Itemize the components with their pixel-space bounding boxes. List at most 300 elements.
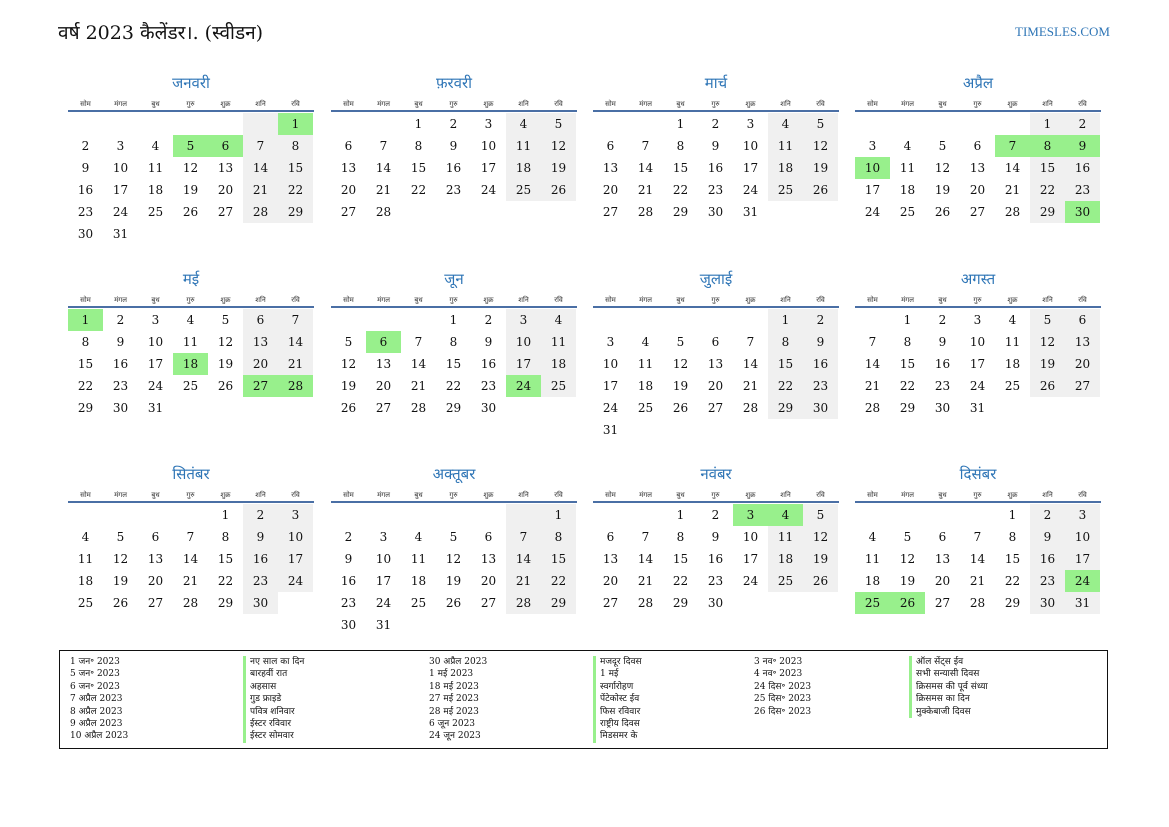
weekday-label: मंगल	[901, 491, 914, 499]
day-cell: 2	[484, 313, 493, 327]
day-cell: 22	[768, 375, 803, 397]
weekday-label: शनि	[780, 100, 791, 108]
holiday-date-column	[754, 656, 811, 718]
empty-cell	[593, 504, 628, 526]
day-cell: 27	[1065, 375, 1100, 397]
day-cell: 22	[899, 379, 916, 393]
empty-cell	[663, 309, 698, 331]
day-cell: 15	[672, 552, 689, 566]
day-cell: 29	[672, 205, 689, 219]
day-cell: 3	[151, 313, 160, 327]
day-cell: 25	[1004, 379, 1021, 393]
day-cell: 9	[344, 552, 353, 566]
empty-cell	[366, 504, 401, 526]
day-cell: 12	[803, 135, 838, 157]
day-cell: 10	[278, 526, 313, 548]
empty-cell	[733, 592, 768, 614]
day-cell: 18	[77, 574, 94, 588]
weekday-label: शुक्र	[483, 100, 494, 108]
holiday-name: ईस्टर सोमवार	[243, 730, 304, 742]
day-cell: 7	[995, 135, 1030, 157]
site-link[interactable]: TIMESLES.COM	[1015, 24, 1110, 39]
month-block	[855, 464, 1101, 614]
holiday-name: फिस रविवार	[593, 706, 642, 718]
day-cell: 1	[221, 508, 230, 522]
day-cell: 13	[217, 161, 234, 175]
month-name: जनवरी	[172, 74, 210, 92]
day-cell: 12	[445, 552, 462, 566]
day-cell: 15	[672, 161, 689, 175]
day-cell: 19	[541, 157, 576, 179]
month-name: सितंबर	[172, 465, 210, 483]
day-cell: 2	[938, 313, 947, 327]
weekday-label: शनि	[1042, 491, 1053, 499]
day-cell: 27	[480, 596, 497, 610]
day-cell: 18	[410, 574, 427, 588]
empty-cell	[506, 614, 541, 636]
weekday-label: शनि	[1042, 296, 1053, 304]
day-cell: 8	[1008, 530, 1017, 544]
holiday-date: 6 जून 2023	[429, 719, 476, 730]
weekday-label: मंगल	[114, 491, 127, 499]
day-cell: 4	[151, 139, 160, 153]
day-cell: 4	[186, 313, 195, 327]
day-cell: 10	[147, 335, 164, 349]
holiday-name: ईस्टर रविवार	[243, 718, 304, 730]
day-cell: 13	[480, 552, 497, 566]
day-cell: 17	[147, 357, 164, 371]
day-cell: 12	[672, 357, 689, 371]
day-grid	[855, 504, 1101, 614]
holiday-date: 10 अप्रैल 2023	[70, 731, 129, 742]
day-grid	[331, 504, 577, 636]
day-cell: 13	[934, 552, 951, 566]
day-cell: 3	[379, 530, 388, 544]
day-cell: 4	[641, 335, 650, 349]
weekday-label: रवि	[816, 491, 825, 499]
day-cell: 5	[116, 530, 125, 544]
weekday-label: शनि	[518, 296, 529, 304]
empty-cell	[890, 113, 925, 135]
day-cell: 23	[707, 574, 724, 588]
empty-cell	[1030, 397, 1065, 419]
day-cell: 26	[182, 205, 199, 219]
day-cell: 30	[934, 401, 951, 415]
weekday-label: बुध	[151, 491, 160, 499]
day-cell: 16	[934, 357, 951, 371]
day-cell: 26	[803, 570, 838, 592]
weekday-label: बुध	[414, 296, 423, 304]
weekday-header	[855, 95, 1101, 112]
weekday-label: गुरु	[711, 100, 720, 108]
day-cell: 25	[77, 596, 94, 610]
day-cell: 19	[112, 574, 129, 588]
day-cell: 16	[243, 548, 278, 570]
empty-cell	[855, 504, 890, 526]
day-cell: 18	[768, 548, 803, 570]
day-cell: 25	[541, 375, 576, 397]
day-cell: 21	[506, 570, 541, 592]
day-cell: 18	[147, 183, 164, 197]
day-cell: 10	[602, 357, 619, 371]
empty-cell	[803, 592, 838, 614]
day-cell: 3	[506, 309, 541, 331]
holiday-date: 7 अप्रैल 2023	[70, 694, 123, 705]
day-cell: 7	[641, 530, 650, 544]
holiday-name: मिडसमर के	[593, 730, 642, 742]
day-cell: 21	[637, 574, 654, 588]
day-cell: 22	[1030, 179, 1065, 201]
day-cell: 18	[506, 157, 541, 179]
day-cell: 28	[1004, 205, 1021, 219]
day-cell: 15	[445, 357, 462, 371]
day-cell: 10	[969, 335, 986, 349]
day-cell: 3	[606, 335, 615, 349]
day-grid	[68, 504, 314, 614]
day-cell: 28	[375, 205, 392, 219]
day-cell: 23	[112, 379, 129, 393]
holiday-date: 9 अप्रैल 2023	[70, 719, 123, 730]
holiday-name: सभी सन्यासी दिवस	[909, 668, 988, 680]
empty-cell	[331, 113, 366, 135]
day-cell: 16	[707, 552, 724, 566]
weekday-header	[855, 486, 1101, 503]
day-cell: 11	[768, 526, 803, 548]
empty-cell	[68, 504, 103, 526]
month-name: जुलाई	[699, 270, 733, 288]
holiday-date: 24 दिस॰ 2023	[754, 681, 812, 692]
day-cell: 13	[340, 161, 357, 175]
day-cell: 11	[147, 161, 164, 175]
day-cell: 20	[147, 574, 164, 588]
day-cell: 28	[410, 401, 427, 415]
empty-cell	[593, 113, 628, 135]
day-cell: 8	[676, 530, 685, 544]
day-cell: 13	[707, 357, 724, 371]
day-cell: 23	[243, 570, 278, 592]
weekday-label: बुध	[676, 491, 685, 499]
day-cell: 6	[938, 530, 947, 544]
day-cell: 11	[410, 552, 427, 566]
empty-cell	[138, 504, 173, 526]
day-cell: 13	[602, 161, 619, 175]
holiday-date: 26 दिस॰ 2023	[754, 706, 812, 717]
empty-cell	[138, 223, 173, 245]
day-cell: 11	[541, 331, 576, 353]
weekday-label: शनि	[255, 296, 266, 304]
day-cell: 3	[868, 139, 877, 153]
day-cell: 21	[637, 183, 654, 197]
day-cell: 21	[375, 183, 392, 197]
day-cell: 29	[541, 592, 576, 614]
weekday-label: सोम	[867, 491, 878, 499]
day-cell: 6	[606, 530, 615, 544]
day-cell: 2	[1030, 504, 1065, 526]
day-cell: 10	[742, 530, 759, 544]
holiday-name: स्वर्गारोहण	[593, 681, 642, 693]
weekday-label: सोम	[605, 100, 616, 108]
day-cell: 11	[768, 135, 803, 157]
day-cell: 18	[899, 183, 916, 197]
day-cell: 17	[742, 161, 759, 175]
day-cell: 27	[707, 401, 724, 415]
weekday-label: गुरु	[449, 100, 458, 108]
empty-cell	[698, 309, 733, 331]
day-cell: 24	[506, 375, 541, 397]
empty-cell	[925, 113, 960, 135]
weekday-label: सोम	[80, 296, 91, 304]
month-block	[331, 269, 577, 419]
day-cell: 8	[278, 135, 313, 157]
day-cell: 28	[969, 596, 986, 610]
day-cell: 12	[182, 161, 199, 175]
day-cell: 5	[1030, 309, 1065, 331]
day-cell: 22	[217, 574, 234, 588]
day-cell: 18	[1004, 357, 1021, 371]
day-cell: 25	[899, 205, 916, 219]
day-cell: 25	[768, 179, 803, 201]
weekday-header	[593, 291, 839, 308]
month-name: मई	[182, 270, 200, 288]
day-cell: 9	[711, 530, 720, 544]
weekday-label: सोम	[343, 296, 354, 304]
day-cell: 7	[243, 135, 278, 157]
empty-cell	[278, 592, 313, 614]
month-name: फ़रवरी	[435, 74, 473, 92]
day-cell: 29	[899, 401, 916, 415]
day-cell: 25	[637, 401, 654, 415]
weekday-label: रवि	[1078, 491, 1087, 499]
weekday-label: मंगल	[377, 100, 390, 108]
day-cell: 4	[868, 530, 877, 544]
day-cell: 24	[480, 183, 497, 197]
day-cell: 7	[641, 139, 650, 153]
day-cell: 11	[77, 552, 94, 566]
day-cell: 12	[803, 526, 838, 548]
holiday-name: बारहवीं रात	[243, 668, 304, 680]
day-cell: 27	[243, 375, 278, 397]
weekday-label: बुध	[676, 100, 685, 108]
day-cell: 30	[707, 596, 724, 610]
day-cell: 4	[541, 309, 576, 331]
day-cell: 3	[116, 139, 125, 153]
day-cell: 16	[480, 357, 497, 371]
day-cell: 8	[1030, 135, 1065, 157]
empty-cell	[138, 113, 173, 135]
day-cell: 12	[340, 357, 357, 371]
empty-cell	[401, 201, 436, 223]
empty-cell	[278, 223, 313, 245]
weekday-header	[331, 291, 577, 308]
weekday-label: शनि	[1042, 100, 1053, 108]
weekday-label: गुरु	[186, 491, 195, 499]
day-cell: 27	[375, 401, 392, 415]
day-cell: 17	[602, 379, 619, 393]
day-cell: 23	[445, 183, 462, 197]
day-grid	[593, 309, 839, 441]
day-cell: 14	[506, 548, 541, 570]
day-cell: 5	[221, 313, 230, 327]
holiday-name: राष्ट्रीय दिवस	[593, 718, 642, 730]
day-cell: 31	[1065, 592, 1100, 614]
day-cell: 8	[768, 331, 803, 353]
empty-cell	[366, 113, 401, 135]
holiday-name: क्रिसमस की पूर्व संध्या	[909, 681, 988, 693]
day-cell: 27	[934, 596, 951, 610]
day-cell: 8	[676, 139, 685, 153]
day-cell: 27	[969, 205, 986, 219]
empty-cell	[278, 397, 313, 419]
empty-cell	[733, 419, 768, 441]
day-cell: 20	[375, 379, 392, 393]
day-cell: 13	[243, 331, 278, 353]
day-cell: 5	[541, 113, 576, 135]
weekday-label: मंगल	[114, 296, 127, 304]
day-cell: 21	[278, 353, 313, 375]
day-cell: 4	[81, 530, 90, 544]
day-cell: 30	[1030, 592, 1065, 614]
day-cell: 1	[768, 309, 803, 331]
holiday-date: 1 जन॰ 2023	[70, 657, 120, 667]
day-cell: 17	[112, 183, 129, 197]
day-cell: 21	[243, 179, 278, 201]
empty-cell	[768, 592, 803, 614]
day-cell: 7	[186, 530, 195, 544]
day-cell: 2	[803, 309, 838, 331]
day-cell: 14	[375, 161, 392, 175]
weekday-label: मंगल	[377, 491, 390, 499]
day-cell: 4	[768, 504, 803, 526]
day-cell: 27	[602, 596, 619, 610]
day-cell: 18	[173, 353, 208, 375]
day-cell: 29	[445, 401, 462, 415]
day-cell: 14	[742, 357, 759, 371]
empty-cell	[855, 309, 890, 331]
day-cell: 15	[768, 353, 803, 375]
day-cell: 9	[803, 331, 838, 353]
day-cell: 6	[243, 309, 278, 331]
empty-cell	[995, 397, 1030, 419]
day-cell: 23	[803, 375, 838, 397]
day-cell: 5	[344, 335, 353, 349]
day-cell: 26	[672, 401, 689, 415]
day-cell: 28	[182, 596, 199, 610]
day-cell: 6	[606, 139, 615, 153]
day-cell: 14	[410, 357, 427, 371]
day-cell: 11	[182, 335, 199, 349]
weekday-label: गुरु	[973, 491, 982, 499]
weekday-label: रवि	[554, 100, 563, 108]
weekday-label: शनि	[255, 100, 266, 108]
weekday-label: रवि	[816, 296, 825, 304]
day-cell: 7	[414, 335, 423, 349]
day-cell: 21	[182, 574, 199, 588]
day-cell: 22	[410, 183, 427, 197]
month-block	[68, 464, 314, 614]
day-cell: 5	[803, 113, 838, 135]
empty-cell	[401, 309, 436, 331]
empty-cell	[960, 113, 995, 135]
weekday-label: सोम	[605, 296, 616, 304]
holiday-date: 27 मई 2023	[429, 694, 479, 705]
empty-cell	[541, 614, 576, 636]
day-cell: 9	[1030, 526, 1065, 548]
day-cell: 3	[973, 313, 982, 327]
day-cell: 18	[864, 574, 881, 588]
day-cell: 3	[746, 117, 755, 131]
day-cell: 19	[934, 183, 951, 197]
day-grid	[331, 113, 577, 223]
day-cell: 30	[77, 227, 94, 241]
weekday-label: बुध	[938, 296, 947, 304]
day-cell: 28	[243, 201, 278, 223]
page-title: वर्ष 2023 कैलेंडर।. (स्वीडन)	[58, 22, 264, 44]
day-cell: 28	[506, 592, 541, 614]
day-cell: 15	[278, 157, 313, 179]
day-cell: 2	[1065, 113, 1100, 135]
month-name: नवंबर	[700, 465, 732, 483]
day-cell: 15	[1004, 552, 1021, 566]
day-cell: 29	[77, 401, 94, 415]
day-cell: 8	[903, 335, 912, 349]
empty-cell	[173, 113, 208, 135]
weekday-label: शनि	[518, 100, 529, 108]
day-cell: 3	[484, 117, 493, 131]
day-cell: 26	[340, 401, 357, 415]
day-cell: 7	[973, 530, 982, 544]
day-cell: 19	[672, 379, 689, 393]
day-grid	[68, 309, 314, 419]
month-block	[331, 464, 577, 636]
day-cell: 21	[742, 379, 759, 393]
day-cell: 3	[1065, 504, 1100, 526]
day-cell: 10	[1065, 526, 1100, 548]
day-cell: 15	[899, 357, 916, 371]
empty-cell	[506, 504, 541, 526]
holiday-date: 5 जन॰ 2023	[70, 669, 120, 680]
day-cell: 30	[112, 401, 129, 415]
day-cell: 8	[221, 530, 230, 544]
day-cell: 25	[768, 570, 803, 592]
day-cell: 18	[541, 353, 576, 375]
weekday-label: रवि	[1078, 296, 1087, 304]
day-cell: 4	[414, 530, 423, 544]
day-cell: 22	[672, 183, 689, 197]
empty-cell	[173, 223, 208, 245]
day-cell: 20	[707, 379, 724, 393]
day-cell: 26	[112, 596, 129, 610]
weekday-label: शनि	[255, 491, 266, 499]
day-cell: 20	[340, 183, 357, 197]
month-name: दिसंबर	[959, 465, 997, 483]
day-cell: 27	[217, 205, 234, 219]
empty-cell	[803, 201, 838, 223]
day-cell: 31	[742, 205, 759, 219]
day-cell: 24	[375, 596, 392, 610]
day-cell: 6	[344, 139, 353, 153]
day-cell: 1	[1030, 113, 1065, 135]
empty-cell	[768, 201, 803, 223]
day-cell: 17	[375, 574, 392, 588]
weekday-label: रवि	[554, 491, 563, 499]
day-cell: 31	[969, 401, 986, 415]
day-cell: 6	[208, 135, 243, 157]
day-cell: 10	[855, 157, 890, 179]
day-cell: 17	[278, 548, 313, 570]
day-cell: 8	[414, 139, 423, 153]
day-cell: 9	[81, 161, 90, 175]
day-cell: 16	[445, 161, 462, 175]
